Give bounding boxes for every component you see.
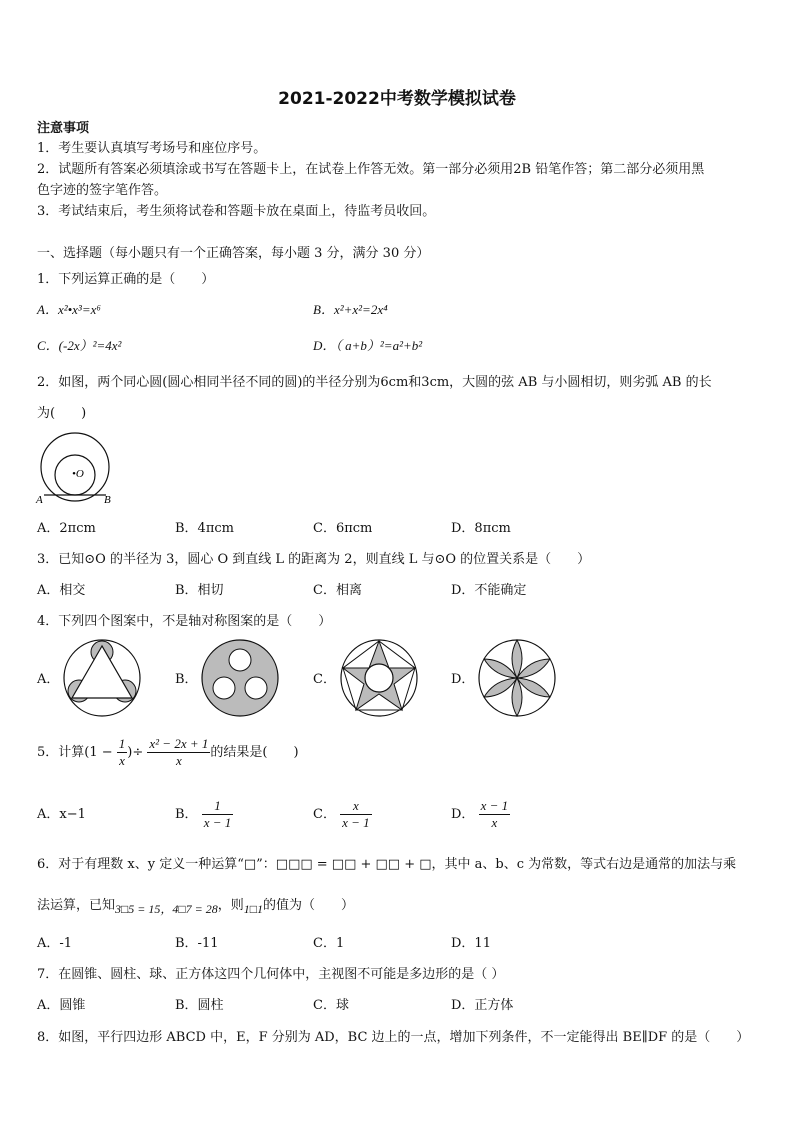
q6-given-values: 3□5 = 15，4□7 = 28	[115, 902, 218, 916]
pattern-c-figure	[339, 638, 419, 718]
q6-expression: 1□1	[243, 902, 263, 916]
q5-option-c-den: x − 1	[342, 815, 370, 830]
q8-stem: 8．如图，平行四边形 ABCD 中，E，F 分别为 AD，BC 边上的一点，增加下列条件，不一定能得出 BE∥DF 的是（ ）	[37, 1030, 750, 1045]
swirl-right	[245, 677, 267, 699]
q3-option-c[interactable]: C．相离	[313, 583, 362, 598]
q3-option-a[interactable]: A．相交	[37, 583, 86, 598]
q5-fraction-2-den: x	[175, 753, 182, 768]
petal	[512, 640, 522, 678]
q7-option-d[interactable]: D．正方体	[451, 998, 514, 1013]
q5-option-d-label: D．	[451, 807, 475, 822]
q2-stem-cont: 为( )	[37, 406, 87, 421]
page-title: 2021-2022中考数学模拟试卷	[278, 89, 516, 109]
q5-option-c-num: x	[340, 798, 372, 815]
q5-option-d-den: x	[491, 815, 498, 830]
notice-item: 1．考生要认真填写考场号和座位序号。	[37, 141, 267, 156]
q1-stem: 1．下列运算正确的是（ ）	[37, 272, 215, 287]
q5-fraction-1-num: 1	[118, 736, 126, 751]
pattern-d-figure	[477, 638, 557, 718]
q5-option-b-num: 1	[202, 798, 234, 815]
notice-item: 色字迹的签字笔作答。	[37, 183, 168, 198]
q1-option-b[interactable]: B．x²+x²=2x⁴	[313, 302, 388, 317]
q7-option-c[interactable]: C．球	[313, 998, 349, 1013]
center-label: •O	[72, 468, 84, 480]
concentric-circles-figure	[34, 432, 118, 504]
q5-stem	[37, 733, 299, 773]
q4-option-a[interactable]: A．	[37, 672, 60, 687]
section-heading: 一、选择题（每小题只有一个正确答案，每小题 3 分，满分 30 分）	[37, 246, 430, 261]
q6-stem-post: 的值为（ ）	[262, 898, 354, 913]
q3-option-b[interactable]: B．相切	[175, 583, 224, 598]
q4-stem: 4．下列四个图案中，不是轴对称图案的是（ ）	[37, 614, 332, 629]
inner-circle	[365, 664, 393, 692]
q5-option-b-den: x − 1	[203, 815, 232, 830]
q5-stem-pre: 5．计算(1 −	[37, 745, 113, 760]
q5-fraction-1	[117, 736, 128, 769]
q7-stem: 7．在圆锥、圆柱、球、正方体这四个几何体中，主视图不可能是多边形的是（ ）	[37, 967, 505, 982]
q3-option-d[interactable]: D．不能确定	[451, 583, 527, 598]
notice-item: 3．考试结束后，考生须将试卷和答题卡放在桌面上，待监考员收回。	[37, 204, 436, 219]
point-b-label: B	[104, 494, 111, 504]
q1-option-d[interactable]: D．（ a+b）²=a²+b²	[313, 338, 423, 353]
triangle	[72, 646, 132, 698]
q2-option-c[interactable]: C．6πcm	[313, 521, 373, 536]
q5-fraction-2-num: x² − 2x + 1	[149, 736, 209, 751]
q3-stem: 3．已知⊙O 的半径为 3，圆心 O 到直线 L 的距离为 2，则直线 L 与⊙O 的位置关系是（ ）	[37, 552, 591, 567]
q5-option-a[interactable]: A．x−1	[37, 807, 86, 822]
petal	[512, 678, 522, 716]
pattern-b-figure	[200, 638, 280, 718]
point-a-label: A	[36, 494, 43, 504]
q6-stem: 6．对于有理数 x、y 定义一种运算“□”：□□□ = □□ + □□ + □，其中 a、b、c 为常数，等式右边是通常的加法与乘	[37, 857, 737, 872]
petals	[482, 640, 553, 716]
q4-option-d[interactable]: D．	[451, 672, 475, 687]
swirl-top	[229, 649, 251, 671]
q5-stem-mid: )÷	[127, 745, 144, 760]
q7-option-b[interactable]: B．圆柱	[175, 998, 224, 1013]
q2-option-d[interactable]: D．8πcm	[451, 521, 511, 536]
q6-option-a[interactable]: A．-1	[37, 936, 73, 951]
swirl-left	[213, 677, 235, 699]
q6-stem-pre: 法运算，已知	[37, 898, 116, 913]
q2-option-b[interactable]: B．4πcm	[175, 521, 234, 536]
q6-stem-cont	[37, 896, 354, 915]
q1-option-a[interactable]: A．x²•x³=x⁶	[37, 302, 101, 317]
q6-option-b[interactable]: B．-11	[175, 936, 219, 951]
notice-item: 2．试题所有答案必须填涂或书写在答题卡上，在试卷上作答无效。第一部分必须用2B 铅笔作答；第二部分必须用黑	[37, 162, 705, 177]
q5-option-b[interactable]	[175, 795, 233, 835]
q5-option-b-label: B．	[175, 807, 198, 822]
q7-option-a[interactable]: A．圆锥	[37, 998, 86, 1013]
q5-fraction-2	[147, 736, 210, 769]
q6-option-c[interactable]: C．1	[313, 936, 345, 951]
q5-fraction-1-den: x	[119, 753, 125, 768]
q1-option-c[interactable]: C．(-2x）²=4x²	[37, 338, 122, 353]
q2-stem: 2．如图，两个同心圆(圆心相同半径不同的圆)的半径分别为6cm和3cm，大圆的弦 AB 与小圆相切，则劣弧 AB 的长	[37, 375, 712, 390]
q2-option-a[interactable]: A．2πcm	[37, 521, 96, 536]
q5-option-c-label: C．	[313, 807, 336, 822]
q6-option-d[interactable]: D．11	[451, 936, 491, 951]
q4-option-c[interactable]: C．	[313, 672, 336, 687]
large-circle	[41, 433, 109, 501]
pattern-a-figure	[62, 638, 142, 718]
q5-option-d-num: x − 1	[480, 798, 509, 813]
center-dot	[235, 673, 245, 683]
q5-stem-post: 的结果是( )	[210, 745, 299, 760]
notice-heading: 注意事项	[37, 121, 90, 136]
q6-stem-mid: ，则	[217, 898, 244, 913]
q4-option-b[interactable]: B．	[175, 672, 198, 687]
q5-option-c[interactable]	[313, 795, 372, 835]
q5-option-d[interactable]	[451, 795, 510, 835]
